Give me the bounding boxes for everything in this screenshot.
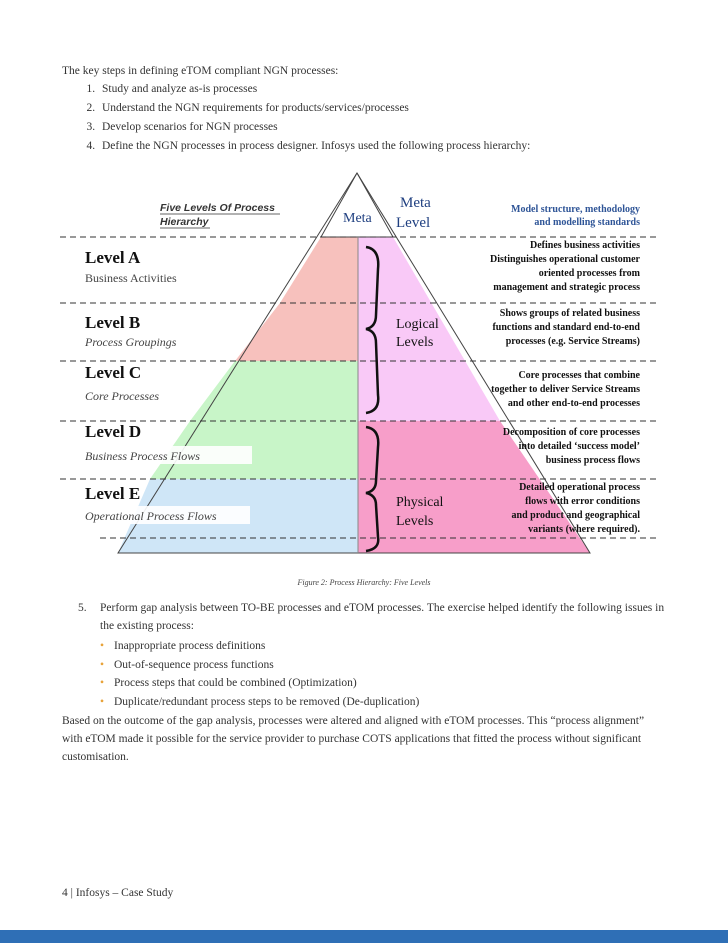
bullet-icon: • (100, 640, 105, 652)
issue-item: • Inappropriate process definitions (100, 637, 674, 656)
issues-list (84, 637, 674, 711)
step-item: 4. Define the NGN processes in process designer. Infosys used the following process hierarchy: (98, 137, 698, 156)
step-5-number: 5. (78, 602, 87, 614)
level-c-description: and other end-to-end processes (507, 398, 640, 409)
level-e-description: and product and geographical (511, 510, 640, 521)
page-footer (62, 887, 173, 899)
level-e-desc: Operational Process Flows (85, 509, 217, 523)
step-item: 1. Study and analyze as-is processes (98, 80, 698, 99)
bullet-icon: • (100, 658, 105, 671)
level-a-band (280, 237, 358, 303)
issue-item: • Duplicate/redundant process steps to be removed (De-duplication) (100, 693, 674, 712)
step-5-text: Perform gap analysis between TO-BE processes and eTOM processes. The exercise helped identify the following issues in the existing process: (100, 602, 665, 632)
figure-caption: Figure 2: Process Hierarchy: Five Levels (297, 578, 431, 587)
steps-list (62, 80, 698, 156)
level-c-band (190, 361, 358, 421)
level-a-description: Defines business activities (530, 240, 640, 251)
step-5 (78, 599, 674, 711)
level-a-desc: Business Activities (85, 271, 177, 285)
bullet-icon: • (100, 695, 105, 708)
step-item: 2. Understand the NGN requirements for products/services/processes (98, 99, 698, 118)
meta-apex (321, 173, 393, 237)
footer-separator: | (70, 887, 73, 899)
level-b-description: functions and standard end-to-end (492, 322, 640, 333)
level-b-desc: Process Groupings (85, 335, 177, 349)
level-b-description: Shows groups of related business (499, 308, 640, 319)
issue-item: • Process steps that could be combined (Optimization) (100, 674, 674, 693)
level-e-name: Level E (85, 484, 141, 503)
level-e-description: flows with error conditions (525, 496, 640, 507)
level-b-description: processes (e.g. Service Streams) (505, 336, 640, 347)
level-d-description: business process flows (545, 455, 640, 466)
level-d-description: into detailed ‘success model’ (518, 441, 640, 452)
level-a-name: Level A (85, 248, 141, 267)
figure-title: Five Levels Of Process (160, 202, 275, 214)
footer-text: Infosys – Case Study (75, 887, 174, 899)
meta-description: and modelling standards (534, 217, 640, 228)
level-d-desc: Business Process Flows (85, 449, 200, 463)
level-a-description: management and strategic process (493, 282, 640, 293)
physical-levels-label: Levels (396, 514, 434, 529)
step-item: 3. Develop scenarios for NGN processes (98, 118, 698, 137)
physical-levels-label: Physical (396, 495, 444, 510)
bullet-icon: • (100, 677, 105, 689)
level-a-description: oriented processes from (538, 268, 640, 279)
level-d-name: Level D (85, 422, 142, 441)
level-e-description: Detailed operational process (519, 482, 640, 493)
meta-description: Model structure, methodology (511, 204, 640, 215)
footer-bar (0, 930, 728, 943)
figure-title: Hierarchy (160, 216, 209, 228)
process-hierarchy-figure (0, 165, 728, 565)
level-b-band (235, 303, 358, 361)
issue-item: • Out-of-sequence process functions (100, 656, 674, 675)
outcome-paragraph: Based on the outcome of the gap analysis, processes were altered and aligned with eTOM processes. This “process alignment” with eTOM made it possible for the service provider to purchase COTS applications that fitted the process without significant customisation. (62, 715, 645, 763)
meta-level-label: Meta (400, 195, 431, 211)
level-e-description: variants (where required). (528, 524, 640, 535)
level-c-description: Core processes that combine (518, 370, 640, 381)
page-number: 4 (62, 887, 68, 899)
logical-levels-label: Levels (396, 335, 434, 350)
level-d-description: Decomposition of core processes (502, 427, 640, 438)
meta-apex-label: Meta (343, 211, 372, 226)
intro-text: The key steps in defining eTOM compliant NGN processes: (62, 65, 339, 77)
logical-levels-label: Logical (396, 317, 439, 332)
level-b-name: Level B (85, 313, 141, 332)
level-a-description: Distinguishes operational customer (490, 254, 640, 265)
level-c-desc: Core Processes (85, 389, 160, 403)
level-c-description: together to deliver Service Streams (491, 384, 640, 395)
meta-level-label: Level (396, 215, 431, 231)
level-c-name: Level C (85, 363, 142, 382)
